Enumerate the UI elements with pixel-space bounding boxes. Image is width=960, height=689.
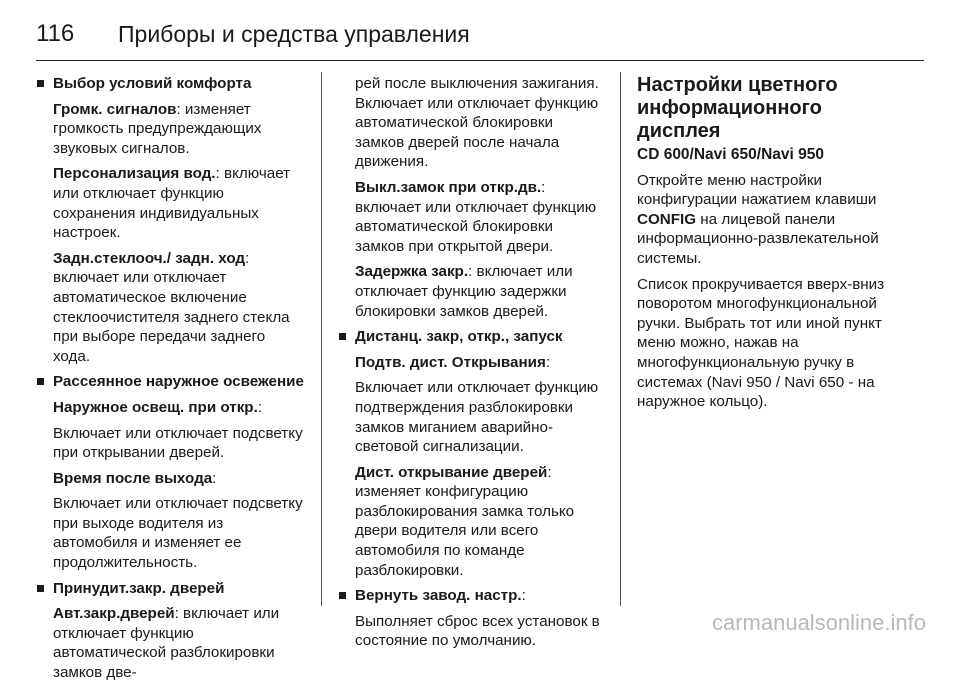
paragraph bbox=[338, 463, 606, 581]
description: : включает или отключает функцию задержки блокировки замков дверей. bbox=[355, 263, 573, 320]
paragraph: рей после выключения зажигания. Включает или отключает функцию автоматической блокировки замков дверей после начала движения. bbox=[355, 75, 599, 171]
bullet-heading: Рассеянное наружное освежение bbox=[36, 372, 304, 392]
description: : изменяет конфигурацию разблокирования замка только двери водителя или всего автомобиля по команде разблокировки. bbox=[355, 463, 575, 579]
description: : включает или отключает функцию сохранения индивидуальных настроек. bbox=[53, 165, 291, 242]
paragraph bbox=[36, 100, 304, 159]
description: : изменяет громкость предупреждающих звуковых сигналов. bbox=[53, 100, 262, 157]
description: : bbox=[212, 469, 217, 487]
paragraph: Включает или отключает подсветку при открывании дверей. bbox=[53, 424, 303, 462]
term: Задержка закр. bbox=[355, 263, 469, 281]
bullet-heading: Дистанц. закр, откр., запуск bbox=[338, 327, 606, 347]
term: Подтв. дист. Открывания bbox=[355, 353, 546, 371]
paragraph bbox=[637, 171, 907, 269]
paragraph bbox=[36, 164, 304, 242]
column-1 bbox=[36, 74, 304, 689]
term: Громк. сигналов bbox=[53, 100, 177, 118]
paragraph: Список прокручивается вверх-вниз поворотом многофункциональной ручки. Выбрать тот или иной пункт меню можно, нажав на многофункциональную ручку в системах (Navi 950 / Navi 650 - на наружное кольцо). bbox=[637, 275, 885, 411]
term: Персонализация вод. bbox=[53, 165, 216, 183]
page-title: Приборы и средства управления bbox=[118, 20, 470, 47]
bullet-heading bbox=[338, 586, 606, 606]
config-key: CONFIG bbox=[637, 210, 697, 228]
bullet-title: Вернуть завод. настр. bbox=[355, 587, 522, 605]
paragraph: Включает или отключает функцию подтверждения разблокировки замков миганием аварийно-световой сигнализации. bbox=[355, 379, 599, 456]
term: Время после выхода bbox=[53, 469, 213, 487]
term: Дист. открывание дверей bbox=[355, 463, 548, 481]
bullet-heading: Принудит.закр. дверей bbox=[36, 579, 304, 599]
page-header bbox=[36, 14, 470, 54]
bullet-heading: Выбор условий комфорта bbox=[36, 74, 304, 94]
term: Задн.стеклооч./ задн. ход bbox=[53, 249, 246, 267]
column-2 bbox=[338, 74, 606, 657]
column-divider bbox=[321, 72, 322, 606]
paragraph bbox=[36, 249, 304, 367]
paragraph: Выполняет сброс всех установок в состояние по умолчанию. bbox=[355, 612, 600, 650]
description: : включает или отключает автоматическое включение стеклоочистителя заднего стекла при выборе передачи заднего хода. bbox=[53, 249, 290, 365]
text: Откройте меню настройки конфигурации нажатием клавиши bbox=[637, 171, 877, 209]
column-divider bbox=[620, 72, 621, 606]
term: Авт.закр.дверей bbox=[53, 605, 175, 623]
paragraph: Включает или отключает подсветку при выходе водителя из автомобиля и изменяет ее продолжительность. bbox=[53, 495, 303, 572]
paragraph bbox=[36, 469, 304, 489]
header-rule bbox=[36, 60, 924, 61]
text: на лицевой панели информационно-развлекательной системы. bbox=[637, 210, 879, 267]
paragraph bbox=[338, 178, 606, 256]
section-subheading: CD 600/Navi 650/Navi 950 bbox=[637, 146, 824, 163]
column-3 bbox=[637, 74, 907, 418]
term: Наружное освещ. при откр. bbox=[53, 398, 258, 416]
section-heading: Настройки цветного информационного дисплея bbox=[637, 74, 838, 142]
paragraph bbox=[36, 604, 304, 682]
paragraph bbox=[36, 398, 304, 418]
paragraph bbox=[338, 353, 606, 373]
paragraph bbox=[338, 262, 606, 321]
bullet-colon: : bbox=[521, 587, 526, 605]
page-number: 116 bbox=[36, 20, 75, 47]
description: : bbox=[257, 398, 263, 416]
watermark: carmanualsonline.info bbox=[711, 610, 926, 635]
description: : bbox=[545, 353, 551, 371]
description: : включает или отключает функцию автоматической разблокировки замков две- bbox=[53, 605, 280, 682]
description: : включает или отключает функцию автоматической блокировки замков при открытой двери. bbox=[355, 178, 597, 255]
term: Выкл.замок при откр.дв. bbox=[355, 178, 542, 196]
